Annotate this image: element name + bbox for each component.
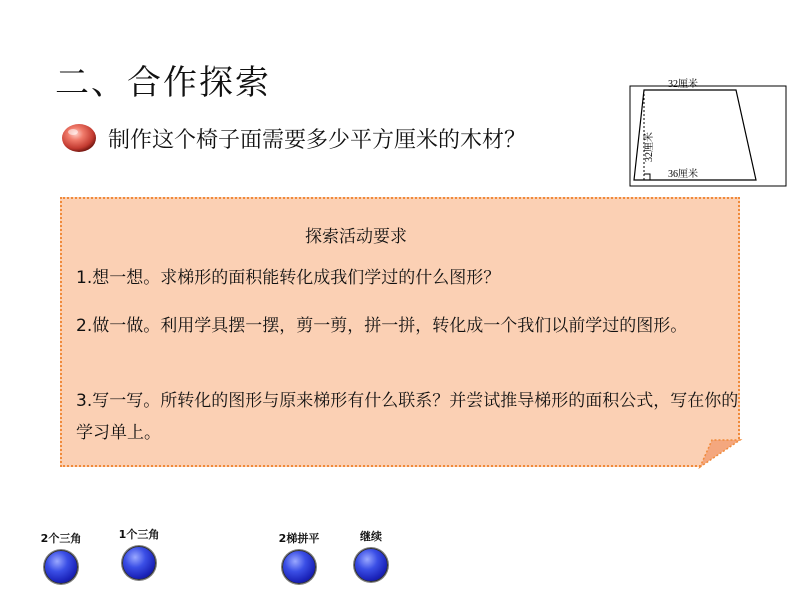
nav-label: 2个三角 xyxy=(40,532,82,545)
card-title: 探索活动要求 xyxy=(305,227,407,247)
blue-ball-icon[interactable] xyxy=(44,550,78,584)
question-text: 制作这个椅子面需要多少平方厘米的木材？ xyxy=(108,127,527,153)
activity-item-think: 1.想一想。求梯形的面积能转化成我们学过的什么图形？ xyxy=(76,268,501,288)
slide-title: 二、合作探索 xyxy=(55,63,271,103)
nav-label: 继续 xyxy=(360,530,382,543)
nav-label: 2梯拼平 xyxy=(278,532,320,545)
nav-button-two-trapezoids[interactable] xyxy=(264,530,334,584)
nav-button-one-triangle[interactable] xyxy=(104,526,174,580)
blue-ball-icon[interactable] xyxy=(354,548,388,582)
bottom-length-label: 36厘米 xyxy=(668,169,698,180)
question-row xyxy=(60,118,526,158)
nav-button-two-triangles[interactable] xyxy=(26,530,96,584)
activity-item-write: 3.写一写。所转化的图形与原来梯形有什么联系？并尝试推导梯形的面积公式，写在你的学习单上。 xyxy=(76,391,739,443)
nav-button-continue[interactable] xyxy=(336,528,406,582)
blue-ball-icon[interactable] xyxy=(122,546,156,580)
activity-item-do: 2.做一做。利用学具摆一摆，剪一剪，拼一拼，转化成一个我们以前学过的图形。 xyxy=(76,316,688,336)
height-length-label: 32厘米 xyxy=(644,132,655,162)
trapezoid-diagram xyxy=(628,74,788,190)
nav-label: 1个三角 xyxy=(118,528,160,541)
pebble-bullet-icon xyxy=(60,121,98,155)
blue-ball-icon[interactable] xyxy=(282,550,316,584)
top-length-label: 32厘米 xyxy=(668,79,698,90)
